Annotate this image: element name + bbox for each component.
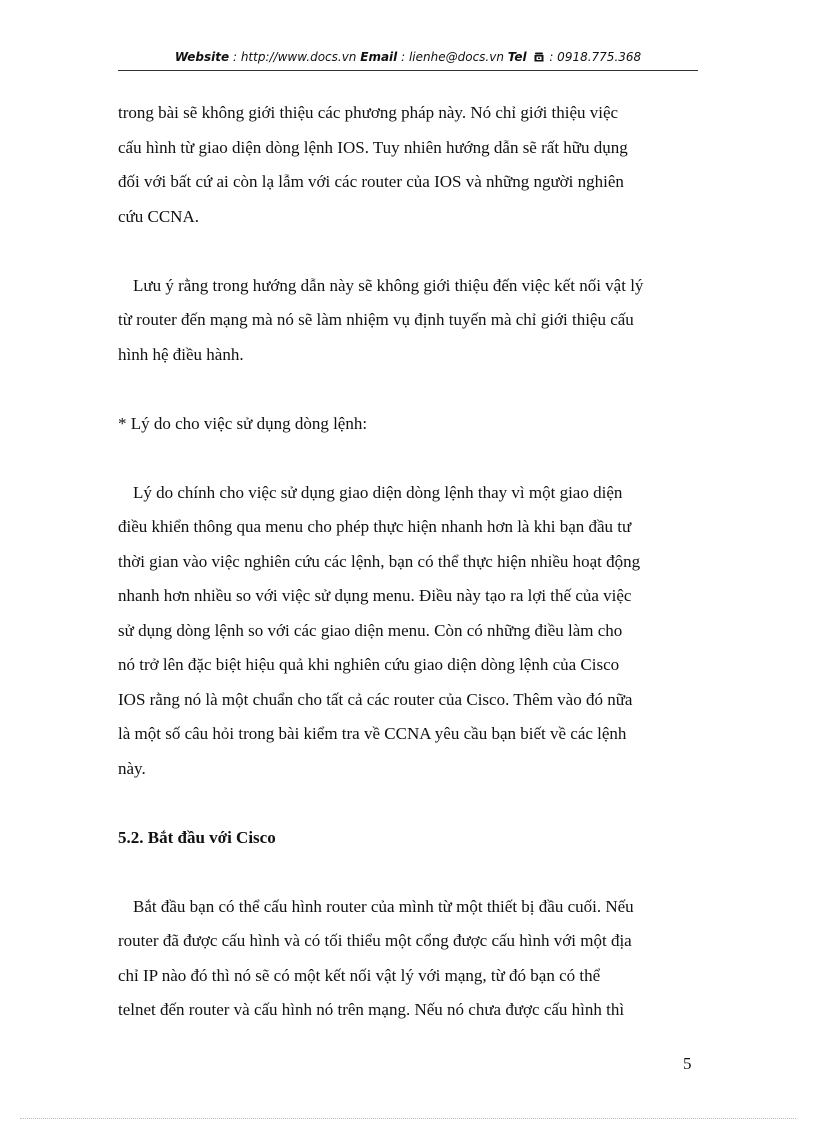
- page-number: 5: [683, 1054, 692, 1073]
- phone-icon: [534, 51, 544, 61]
- paragraph-line: đối với bất cứ ai còn lạ lẫm với các router của IOS và những người nghiên: [118, 172, 624, 191]
- paragraph-line: hình hệ điều hành.: [118, 344, 244, 364]
- page-header: [118, 50, 698, 64]
- paragraph-line: IOS rằng nó là một chuẩn cho tất cả các router của Cisco. Thêm vào đó nữa: [118, 689, 633, 709]
- paragraph-line: router đã được cấu hình và có tối thiểu một cổng được cấu hình với một địa: [118, 931, 632, 950]
- subheading: * Lý do cho việc sử dụng dòng lệnh:: [118, 413, 368, 433]
- paragraph-line: Lý do chính cho việc sử dụng giao diện dòng lệnh thay vì một giao diện: [133, 482, 623, 502]
- paragraph-gap: [118, 234, 698, 269]
- paragraph-line: chỉ IP nào đó thì nó sẽ có một kết nối vật lý với mạng, từ đó bạn có thể: [118, 965, 601, 985]
- paragraph-line: telnet đến router và cấu hình nó trên mạng. Nếu nó chưa được cấu hình thì: [118, 1000, 625, 1019]
- tel-label: Tel: [507, 50, 527, 64]
- paragraph-gap: [118, 372, 698, 407]
- email-value: : lienhe@docs.vn: [401, 50, 504, 64]
- paragraph-line: điều khiển thông qua menu cho phép thực hiện nhanh hơn là khi bạn đầu tư: [118, 517, 632, 536]
- tel-value: : 0918.775.368: [549, 50, 642, 64]
- paragraph-line: nhanh hơn nhiều so với việc sử dụng menu. Điều này tạo ra lợi thế của việc: [118, 586, 632, 605]
- paragraph-line: trong bài sẽ không giới thiệu các phương pháp này. Nó chỉ giới thiệu việc: [118, 103, 619, 122]
- paragraph-line: nó trở lên đặc biệt hiệu quả khi nghiên cứu giao diện dòng lệnh của Cisco: [118, 655, 620, 674]
- paragraph-line: cứu CCNA.: [118, 206, 199, 226]
- paragraph-line: Bắt đầu bạn có thể cấu hình router của mình từ một thiết bị đầu cuối. Nếu: [133, 896, 634, 916]
- section-title: 5.2. Bắt đầu với Cisco: [118, 827, 276, 847]
- paragraph-line: cấu hình từ giao diện dòng lệnh IOS. Tuy nhiên hướng dẫn sẽ rất hữu dụng: [118, 137, 628, 157]
- email-label: Email: [360, 50, 398, 64]
- paragraph-line: sử dụng dòng lệnh so với các giao diện menu. Còn có những điều làm cho: [118, 620, 623, 640]
- paragraph-line: thời gian vào việc nghiên cứu các lệnh, bạn có thể thực hiện nhiều hoạt động: [118, 551, 641, 571]
- paragraph-gap: [118, 786, 698, 821]
- paragraph-line: từ router đến mạng mà nó sẽ làm nhiệm vụ định tuyến mà chỉ giới thiệu cấu: [118, 310, 634, 329]
- paragraph-gap: [118, 855, 698, 890]
- paragraph-line: là một số câu hỏi trong bài kiểm tra về CCNA yêu cầu bạn biết về các lệnh: [118, 724, 627, 743]
- paragraph-line: này.: [118, 758, 146, 778]
- page-bottom-border: [20, 1118, 796, 1119]
- paragraph-gap: [118, 441, 698, 476]
- header-divider: [118, 70, 698, 71]
- body-text: [118, 96, 698, 1028]
- website-label: Website: [174, 50, 230, 64]
- website-value: : http://www.docs.vn: [232, 50, 357, 64]
- paragraph-line: Lưu ý rằng trong hướng dẫn này sẽ không giới thiệu đến việc kết nối vật lý: [133, 275, 644, 295]
